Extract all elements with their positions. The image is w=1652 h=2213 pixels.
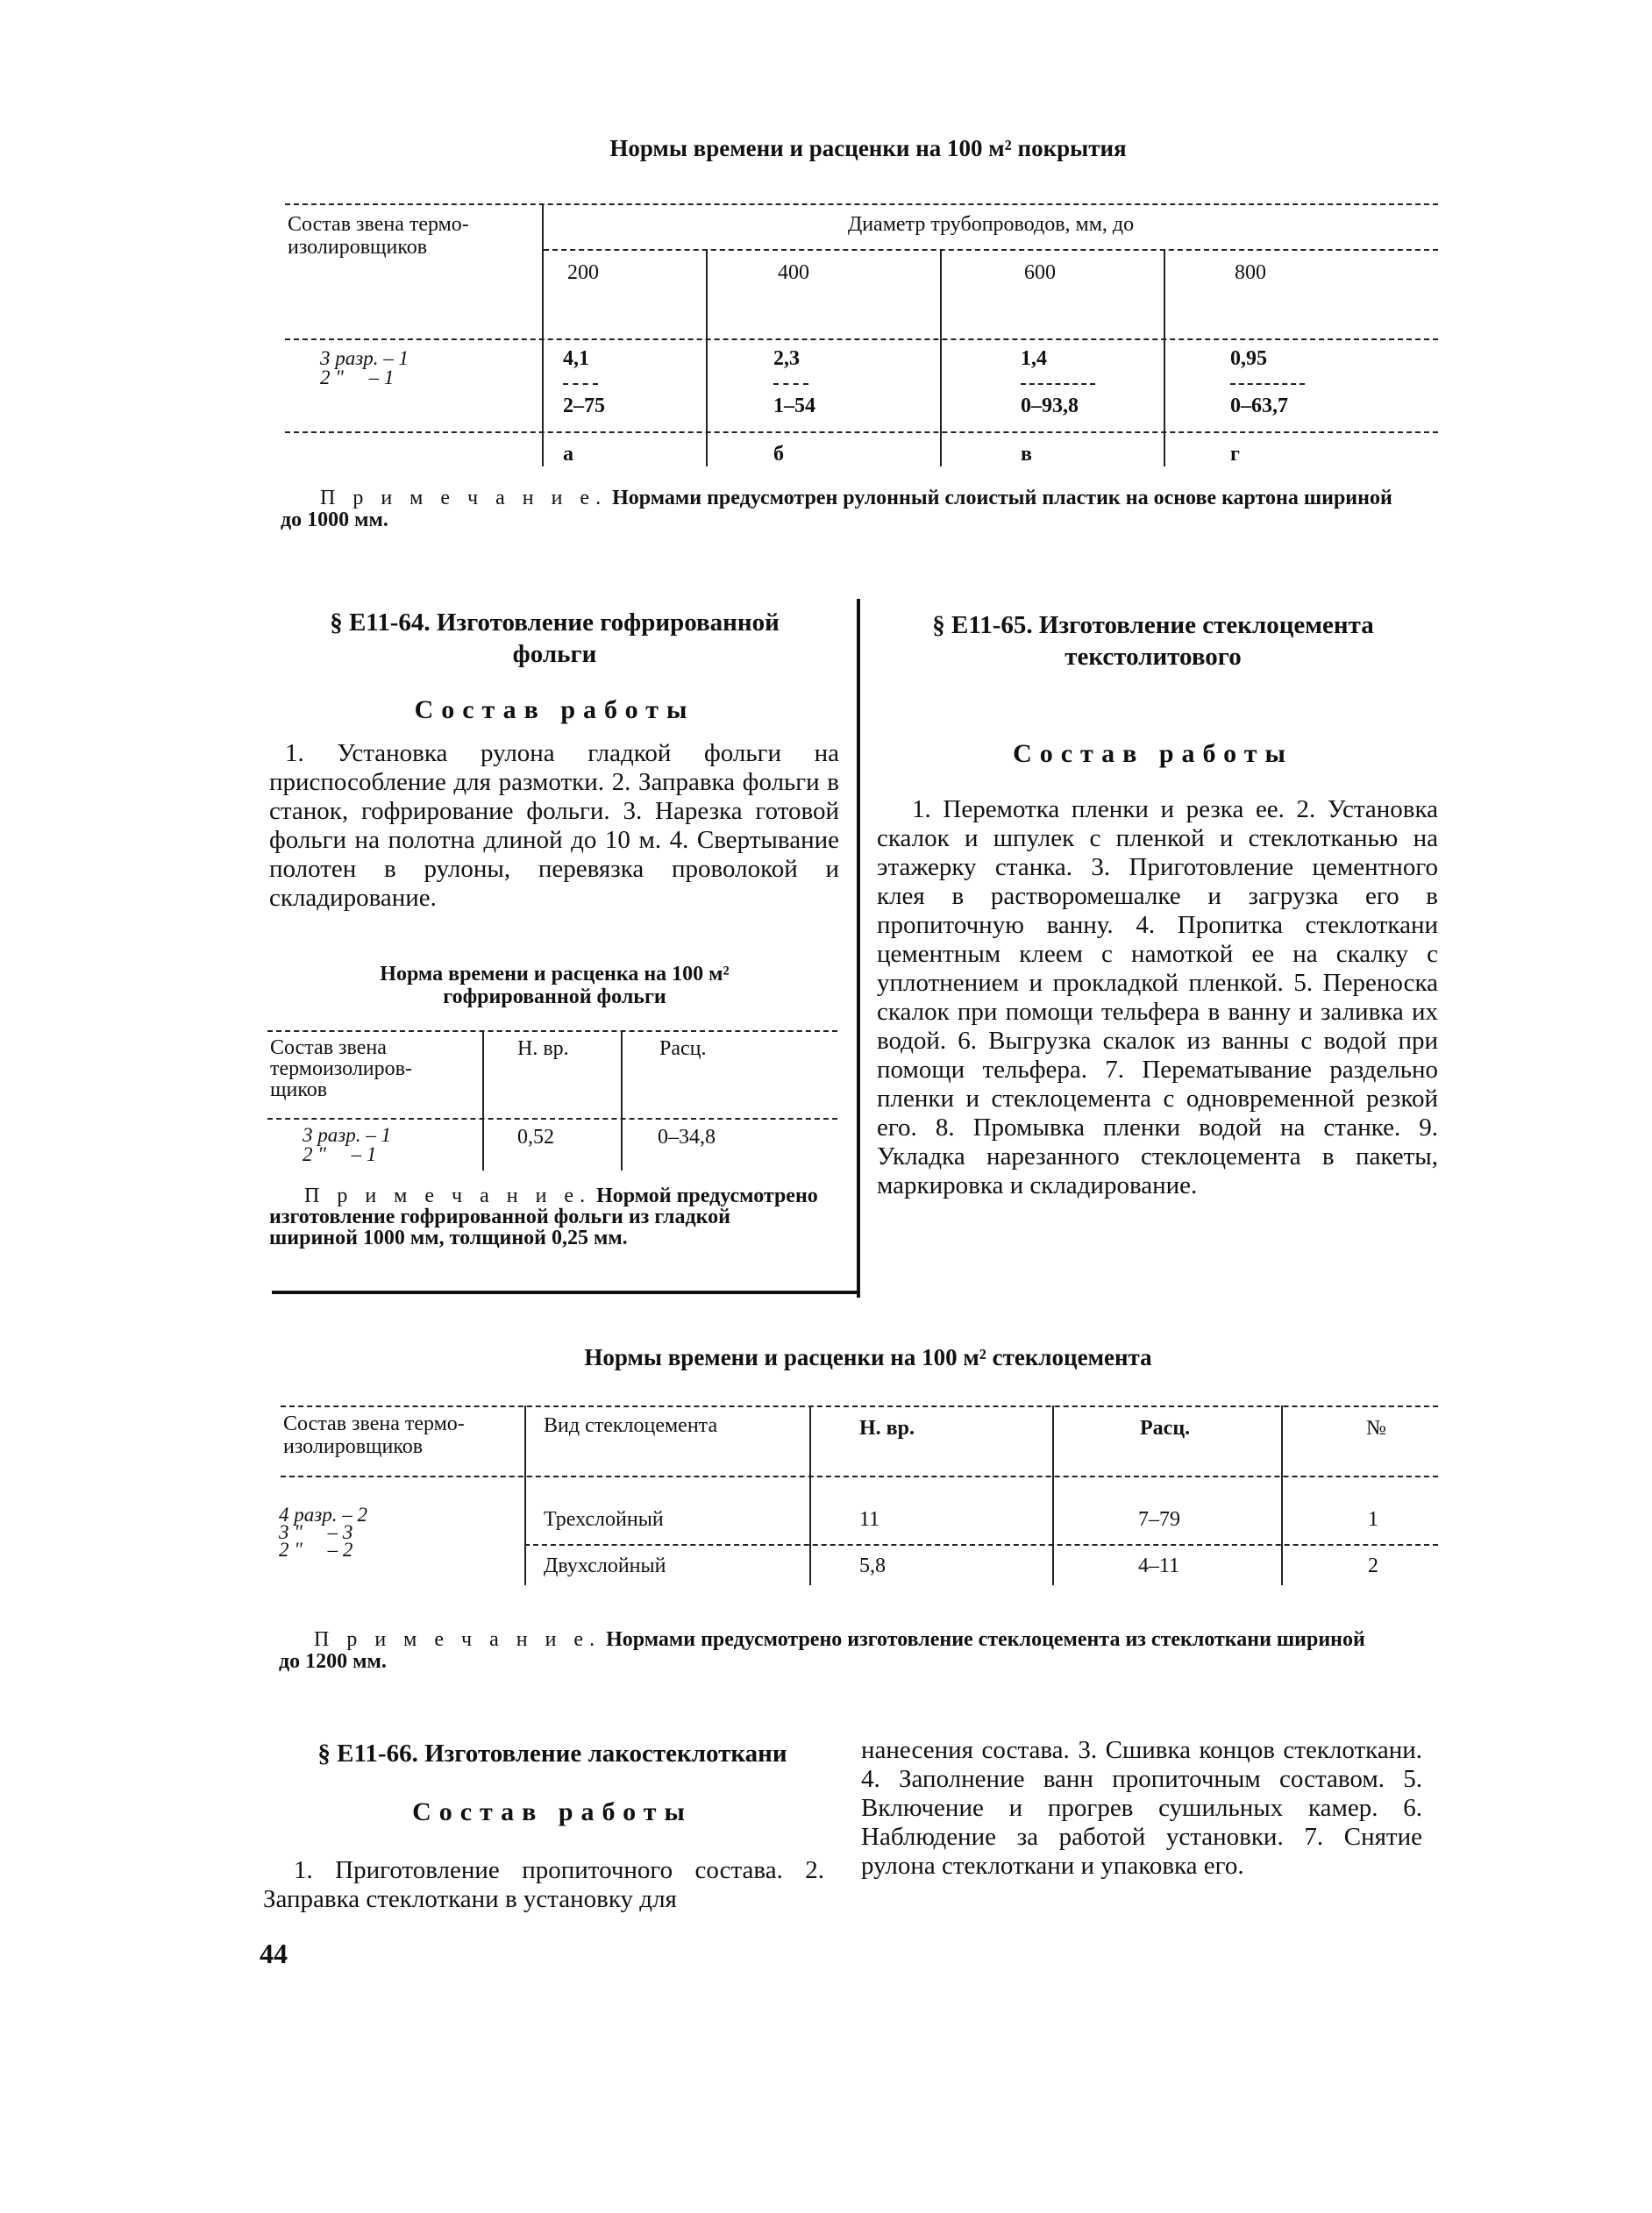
section64-title — [272, 607, 837, 670]
table2-caption: Нормы времени и расценки на 100 м² стеклоцемента — [584, 1344, 1152, 1370]
table2-composition-header-line1: Состав звена термо- — [283, 1412, 465, 1435]
section64-note-line2: изготовление гофрированной фольги из гладкой — [269, 1206, 730, 1228]
table1-crew-line1: 3 разр. – 1 — [320, 347, 409, 369]
table64-crew-line2: 2 " – 1 — [303, 1143, 377, 1165]
table2-vline-1 — [809, 1405, 811, 1585]
section64-table-caption — [272, 963, 837, 1008]
table1-rate-200: 2–75 — [563, 395, 605, 417]
table1-diameter-header: Диаметр трубопроводов, мм, до — [847, 213, 1135, 236]
table1-frac-200 — [563, 383, 598, 385]
table2-top-rule — [281, 1405, 1438, 1407]
section65-body: 1. Перемотка пленки и резка ее. 2. Установка скалок и шпулек с пленкой и стеклотканью на этажерку станка. 3. Приготовление цементного клея в растворомешалке и загрузка его в пропиточную ванну. 4. Пропитка стеклоткани цементным клеем с намоткой ее на скалку с уплотнением и прокладкой пленкой. 5. Переноска скалок при помощи тельфера в ванну и заливка их водой. 6. Выгрузка скалок из ванны с водой при помощи тельфера. 7. Перематывание раздельно пленки и стеклоцемента с одновременной резкой его. 8. Промывка пленки водой на станке. 9. Укладка нарезанного стеклоцемента в пакеты, маркировка и складирование. — [877, 795, 1438, 1199]
section66-work-title: Состав работы — [412, 1797, 693, 1826]
table1-diameter-400: 400 — [778, 261, 809, 284]
table2-composition-header — [283, 1412, 465, 1458]
table1-frac-600 — [1021, 383, 1095, 385]
section64-note — [269, 1185, 839, 1249]
section64-work-title: Состав работы — [414, 695, 695, 724]
table1-letter-a: а — [563, 443, 573, 466]
table2-row2-kind: Двухслойный — [544, 1555, 666, 1577]
column-bottom-rule — [272, 1291, 859, 1294]
table1-letter-b: б — [773, 443, 784, 466]
table1-frac-800 — [1230, 383, 1305, 385]
table64-crew — [303, 1126, 391, 1164]
note1-line2: до 1000 мм. — [281, 509, 388, 531]
table1-rate-600: 0–93,8 — [1021, 395, 1079, 417]
table2-crew — [279, 1506, 367, 1559]
section64-note-line1: Нормой предусмотрено — [591, 1185, 818, 1207]
section64-note-label: П р и м е ч а н и е. — [304, 1185, 592, 1207]
table64-composition-line1: Состав звена — [270, 1036, 387, 1059]
table1-norm-400: 2,3 — [773, 347, 800, 370]
note1 — [281, 487, 1447, 531]
table1-norm-800: 0,95 — [1230, 347, 1267, 370]
note1-text: Нормами предусмотрен рулонный слоистый пластик на основе картона шириной — [607, 487, 1392, 509]
note2-line2: до 1200 мм. — [279, 1650, 387, 1673]
table2-crew-line1: 4 разр. – 2 — [279, 1504, 367, 1526]
table1-composition-header-line2: изолировщиков — [288, 236, 428, 259]
section65-title-line1: § Е11-65. Изготовление стеклоцемента — [932, 611, 1374, 639]
table2-kind-header: Вид стеклоцемента — [544, 1414, 718, 1437]
table2-num-header: № — [1366, 1417, 1386, 1440]
section65-title-line2: текстолитового — [1065, 643, 1242, 671]
table64-top-rule — [267, 1030, 837, 1032]
table2-row2-num: 2 — [1368, 1555, 1378, 1577]
table1-data-rule — [285, 338, 1438, 340]
table64-vline-1 — [482, 1030, 484, 1171]
note2-label: П р и м е ч а н и е. — [314, 1628, 602, 1651]
table2-norm-header: Н. вр. — [859, 1417, 915, 1440]
table1-vline-1 — [706, 249, 708, 466]
section64-table-caption-line1: Норма времени и расценка на 100 м² — [380, 963, 730, 986]
table2-vline-0 — [524, 1405, 526, 1585]
section65-work-title: Состав работы — [1013, 739, 1293, 768]
table2-row2-norm: 5,8 — [859, 1555, 886, 1577]
table64-rate-header: Расц. — [659, 1037, 707, 1060]
table1-composition-header — [288, 213, 542, 259]
section64-title-line2: фольги — [512, 640, 597, 668]
section64-table-caption-line2: гофрированной фольги — [443, 986, 666, 1008]
table2-row1-num: 1 — [1368, 1508, 1378, 1531]
table64-composition-line3: щиков — [270, 1078, 328, 1101]
table1-diameter-200: 200 — [567, 261, 599, 284]
note2-text: Нормами предусмотрено изготовление стеклоцемента из стеклоткани шириной — [601, 1628, 1365, 1651]
table1-letters-rule — [285, 431, 1438, 433]
table64-norm: 0,52 — [517, 1126, 554, 1149]
table1-crew-line2: 2 " – 1 — [320, 366, 395, 388]
table1-rate-400: 1–54 — [773, 395, 815, 417]
table2-header-rule — [281, 1476, 1438, 1477]
table2-vline-3 — [1281, 1405, 1283, 1585]
table2-composition-header-line2: изолировщиков — [283, 1435, 424, 1458]
section64-body: 1. Установка рулона гладкой фольги на приспособление для размотки. 2. Заправка фольги в станок, гофрирование фольги. 3. Нарезка готовой фольги на полотна длиной до 10 м. 4. Свертывание полотен в рулоны, перевязка проволокой и складирование. — [269, 739, 839, 912]
table2-crew-line3: 2 " – 2 — [279, 1539, 353, 1561]
note1-label: П р и м е ч а н и е. — [320, 487, 608, 509]
table64-composition-line2: термоизолиров- — [270, 1057, 412, 1080]
table1-diameter-600: 600 — [1024, 261, 1056, 284]
section66-title: § Е11-66. Изготовление лакостеклоткани — [317, 1740, 787, 1768]
section66-body-right: нанесения состава. 3. Сшивка концов стеклоткани. 4. Заполнение ванн пропиточным составом. 5. Включение и прогрев сушильных камер. 6. Наблюдение за работой установки. 7. Снятие рулона стеклоткани и упаковка его. — [861, 1736, 1422, 1880]
table1-vline-0 — [542, 203, 544, 466]
section64-note-line3: шириной 1000 мм, толщиной 0,25 мм. — [269, 1227, 628, 1249]
table1-norm-600: 1,4 — [1021, 347, 1047, 370]
table1-vline-3 — [1164, 249, 1165, 466]
table1-frac-400 — [773, 383, 808, 385]
table64-data-rule — [267, 1118, 837, 1120]
note2 — [279, 1629, 1445, 1673]
table2-vline-2 — [1052, 1405, 1054, 1585]
table1-diameter-800: 800 — [1235, 261, 1266, 284]
table64-rate: 0–34,8 — [658, 1126, 716, 1149]
table1-letter-v: в — [1021, 443, 1032, 466]
table64-crew-line1: 3 разр. – 1 — [303, 1124, 391, 1146]
section65-title — [877, 609, 1429, 672]
table1-letter-g: г — [1230, 443, 1240, 466]
page-number: 44 — [260, 1938, 288, 1969]
table1-subheader-rule — [544, 249, 1438, 251]
table1-top-rule — [285, 203, 1438, 205]
column-divider — [857, 599, 860, 1298]
table2-crew-line2: 3 " – 3 — [279, 1521, 353, 1543]
table1-norm-200: 4,1 — [563, 347, 589, 370]
table1-vline-2 — [940, 249, 942, 466]
table1-composition-header-line1: Состав звена термо- — [288, 213, 469, 236]
table1-caption: Нормы времени и расценки на 100 м² покрытия — [609, 135, 1127, 161]
table2-row1-norm: 11 — [859, 1508, 880, 1531]
table64-norm-header: Н. вр. — [517, 1037, 569, 1060]
table1-crew — [320, 349, 409, 388]
table2-row1-kind: Трехслойный — [544, 1508, 664, 1531]
table2-row1-rate: 7–79 — [1138, 1508, 1180, 1531]
section64-title-line1: § Е11-64. Изготовление гофрированной — [330, 608, 780, 637]
table64-vline-2 — [621, 1030, 623, 1171]
section66-body-left: 1. Приготовление пропиточного состава. 2. Заправка стеклоткани в установку для — [263, 1856, 824, 1913]
table2-row-rule — [524, 1544, 1438, 1546]
table1-rate-800: 0–63,7 — [1230, 395, 1288, 417]
table64-composition-header — [270, 1037, 412, 1100]
table2-row2-rate: 4–11 — [1138, 1555, 1180, 1577]
table2-rate-header: Расц. — [1140, 1417, 1191, 1440]
